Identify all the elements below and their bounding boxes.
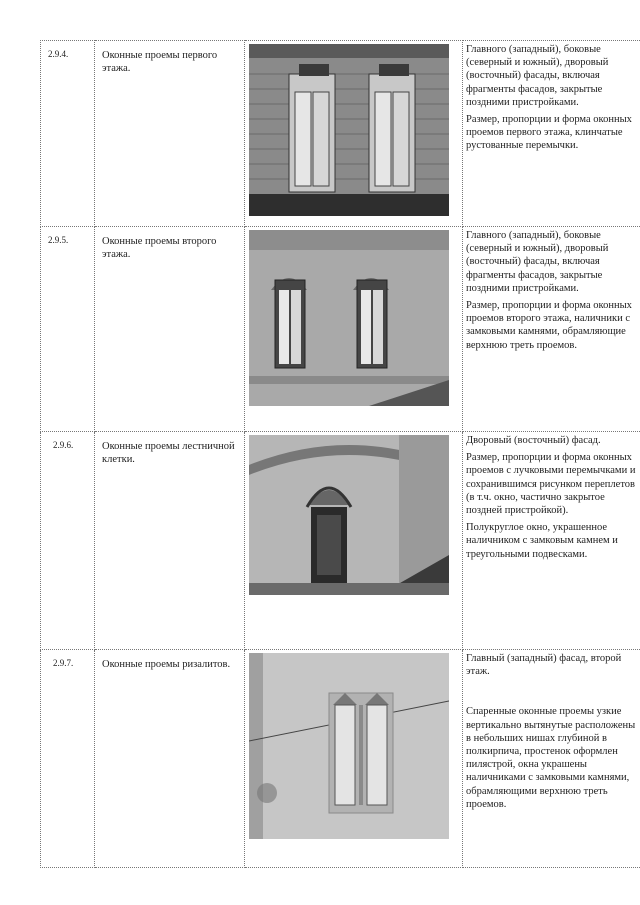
row-description: [463, 227, 640, 432]
row-number: 2.9.7.: [41, 650, 95, 868]
row-title: Оконные проемы ризалитов.: [95, 650, 245, 868]
description-paragraph: Главного (западный), боковые (северный и южный), дворовый (восточный) фасады, включая фрагменты фасадов, закрытые поздними пристройками.: [466, 44, 609, 108]
row-description: [463, 41, 640, 227]
description-paragraph: Размер, пропорции и форма оконных проемов второго этажа, наличники с замковыми камнями, обрамляющие верхнюю треть проемов.: [466, 300, 632, 351]
description-paragraph: Главный (западный) фасад, второй этаж.: [466, 653, 622, 678]
photo-first-floor-windows: [249, 44, 449, 216]
row-number: 2.9.6.: [41, 432, 95, 650]
description-paragraph: Полукруглое окно, украшенное наличником с замковым камнем и треугольными подвесками.: [466, 522, 618, 560]
table-row: [41, 41, 640, 227]
description-paragraph: Главного (западный), боковые (северный и южный), дворовый (восточный) фасады, включая фрагменты фасадов, закрытые поздними пристройками.: [466, 230, 609, 294]
photo-cell: [245, 650, 463, 868]
description-paragraph: Размер, пропорции и форма оконных проемов с лучковыми перемычками и сохранившимся рисунком переплетов (в т.ч. окно, частично закрытое поздней пристройкой).: [466, 452, 636, 517]
row-number: 2.9.4.: [41, 41, 95, 227]
heritage-table: [40, 40, 636, 868]
table-row: [41, 227, 640, 432]
description-paragraph: Дворовый (восточный) фасад.: [466, 435, 601, 446]
table-row: [41, 432, 640, 650]
table-row: [41, 650, 640, 868]
windows-table: [40, 40, 640, 868]
photo-cell: [245, 432, 463, 650]
photo-risalit-windows: [249, 653, 449, 839]
photo-staircase-windows: [249, 435, 449, 595]
description-paragraph: Спаренные оконные проемы узкие вертикально вытянутые расположены в небольших нишах глубиной в полкирпича, простенок оформлен пилястрой, окна украшены наличниками с замковыми камнями, обрамляющими верхнюю треть проемов.: [466, 706, 636, 810]
row-description: [463, 650, 640, 868]
description-paragraph: Размер, пропорции и форма оконных проемов первого этажа, клинчатые рустованные перемычки.: [466, 114, 632, 152]
row-title: Оконные проемы лестничной клетки.: [95, 432, 245, 650]
photo-cell: [245, 41, 463, 227]
photo-second-floor-windows: [249, 230, 449, 406]
row-title: Оконные проемы первого этажа.: [95, 41, 245, 227]
row-number: 2.9.5.: [41, 227, 95, 432]
row-description: [463, 432, 640, 650]
spacer: [466, 682, 640, 705]
photo-cell: [245, 227, 463, 432]
row-title: Оконные проемы второго этажа.: [95, 227, 245, 432]
